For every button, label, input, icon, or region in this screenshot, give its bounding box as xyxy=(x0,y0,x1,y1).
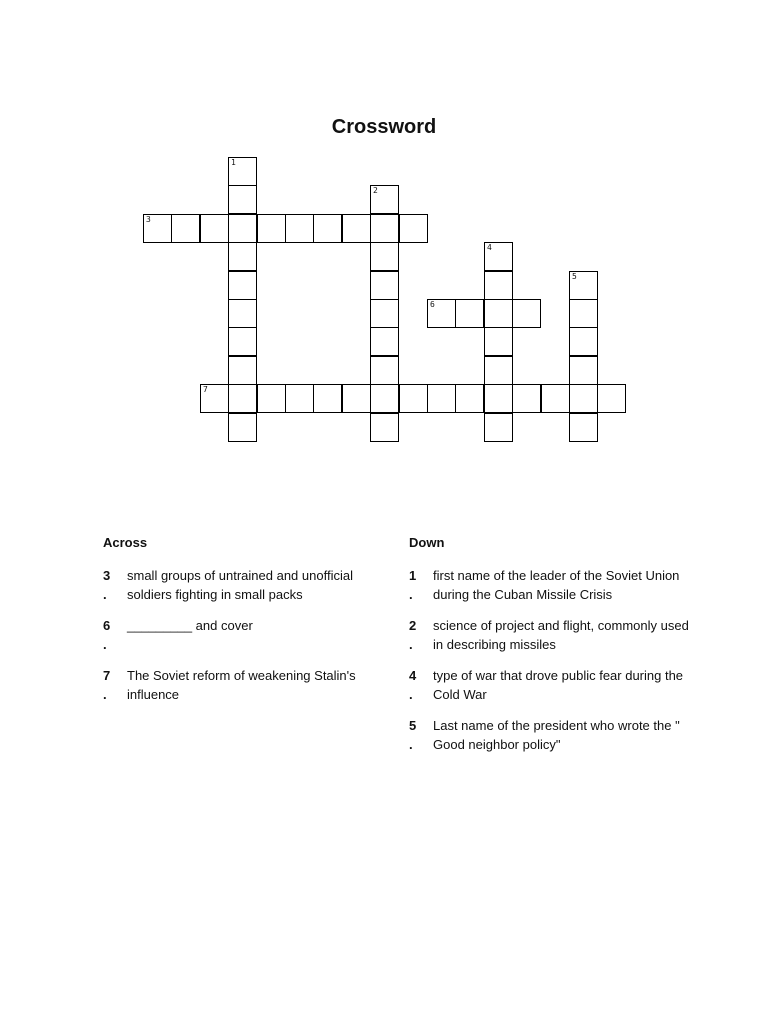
clue-text: _________ and cover xyxy=(127,618,253,633)
clue-number: 7 . xyxy=(103,668,111,702)
grid-cell[interactable] xyxy=(342,384,371,413)
grid-cell[interactable] xyxy=(569,327,598,356)
clue-text: type of war that drove public fear during the Cold War xyxy=(433,668,684,702)
cell-number: 6 xyxy=(430,300,435,309)
clue-number: 5 . xyxy=(409,718,417,752)
clue-down-5 xyxy=(409,716,689,754)
grid-cell[interactable] xyxy=(370,185,399,214)
grid-cell[interactable] xyxy=(370,356,399,385)
grid-cell[interactable] xyxy=(370,242,399,271)
grid-cell[interactable] xyxy=(370,384,399,413)
grid-cell[interactable] xyxy=(171,214,200,243)
clue-across-7 xyxy=(103,666,383,704)
grid-cell[interactable] xyxy=(370,327,399,356)
grid-cell[interactable] xyxy=(512,384,541,413)
grid-cell[interactable] xyxy=(484,242,513,271)
grid-cell[interactable] xyxy=(228,157,257,186)
clue-text: small groups of untrained and unofficial soldiers fighting in small packs xyxy=(127,568,353,602)
across-clues xyxy=(103,535,383,716)
grid-cell[interactable] xyxy=(370,299,399,328)
clue-text: first name of the leader of the Soviet Union during the Cuban Missile Crisis xyxy=(433,568,680,602)
clue-text: Last name of the president who wrote the " Good neighbor policy" xyxy=(433,718,680,752)
grid-cell[interactable] xyxy=(313,214,342,243)
grid-cell[interactable] xyxy=(427,384,456,413)
down-heading: Down xyxy=(409,535,445,550)
grid-cell[interactable] xyxy=(285,384,314,413)
grid-cell[interactable] xyxy=(569,299,598,328)
grid-cell[interactable] xyxy=(455,384,484,413)
grid-cell[interactable] xyxy=(399,214,428,243)
grid-cell[interactable] xyxy=(370,271,399,300)
clue-text: science of project and flight, commonly used in describing missiles xyxy=(433,618,689,652)
clue-across-6 xyxy=(103,616,383,654)
cell-number: 3 xyxy=(146,215,151,224)
cell-number: 5 xyxy=(572,272,577,281)
grid-cell[interactable] xyxy=(512,299,541,328)
grid-cell[interactable] xyxy=(228,271,257,300)
grid-cell[interactable] xyxy=(541,384,570,413)
cell-number: 7 xyxy=(203,385,208,394)
grid-cell[interactable] xyxy=(484,271,513,300)
grid-cell[interactable] xyxy=(569,413,598,442)
clue-down-1 xyxy=(409,566,689,604)
clue-down-2 xyxy=(409,616,689,654)
clue-number: 2 . xyxy=(409,618,417,652)
grid-cell[interactable] xyxy=(313,384,342,413)
grid-cell[interactable] xyxy=(143,214,172,243)
grid-cell[interactable] xyxy=(257,384,286,413)
grid-cell[interactable] xyxy=(427,299,456,328)
grid-cell[interactable] xyxy=(484,327,513,356)
grid-cell[interactable] xyxy=(228,242,257,271)
grid-cell[interactable] xyxy=(597,384,626,413)
grid-cell[interactable] xyxy=(228,384,257,413)
grid-cell[interactable] xyxy=(228,327,257,356)
clue-down-4 xyxy=(409,666,689,704)
grid-cell[interactable] xyxy=(484,356,513,385)
grid-cell[interactable] xyxy=(455,299,484,328)
crossword-grid xyxy=(0,0,768,470)
clue-number: 1 . xyxy=(409,568,417,602)
grid-cell[interactable] xyxy=(228,185,257,214)
grid-cell[interactable] xyxy=(569,356,598,385)
grid-cell[interactable] xyxy=(484,384,513,413)
grid-cell[interactable] xyxy=(484,299,513,328)
grid-cell[interactable] xyxy=(285,214,314,243)
grid-cell[interactable] xyxy=(257,214,286,243)
grid-cell[interactable] xyxy=(399,384,428,413)
grid-cell[interactable] xyxy=(228,413,257,442)
cell-number: 1 xyxy=(231,158,236,167)
grid-cell[interactable] xyxy=(200,384,229,413)
clue-across-3 xyxy=(103,566,383,604)
page-title: Crossword xyxy=(331,116,437,138)
down-clues xyxy=(409,535,689,766)
clue-text: The Soviet reform of weakening Stalin's influence xyxy=(127,668,356,702)
grid-cell[interactable] xyxy=(228,356,257,385)
grid-cell[interactable] xyxy=(200,214,229,243)
cell-number: 2 xyxy=(373,186,378,195)
clue-number: 3 . xyxy=(103,568,111,602)
grid-cell[interactable] xyxy=(484,413,513,442)
cell-number: 4 xyxy=(487,243,492,252)
grid-cell[interactable] xyxy=(569,271,598,300)
grid-cell[interactable] xyxy=(228,299,257,328)
grid-cell[interactable] xyxy=(228,214,257,243)
grid-cell[interactable] xyxy=(370,214,399,243)
grid-cell[interactable] xyxy=(342,214,371,243)
grid-cell[interactable] xyxy=(370,413,399,442)
clue-number: 4 . xyxy=(409,668,417,702)
clue-number: 6 . xyxy=(103,618,111,652)
across-heading: Across xyxy=(103,535,148,550)
grid-cell[interactable] xyxy=(569,384,598,413)
